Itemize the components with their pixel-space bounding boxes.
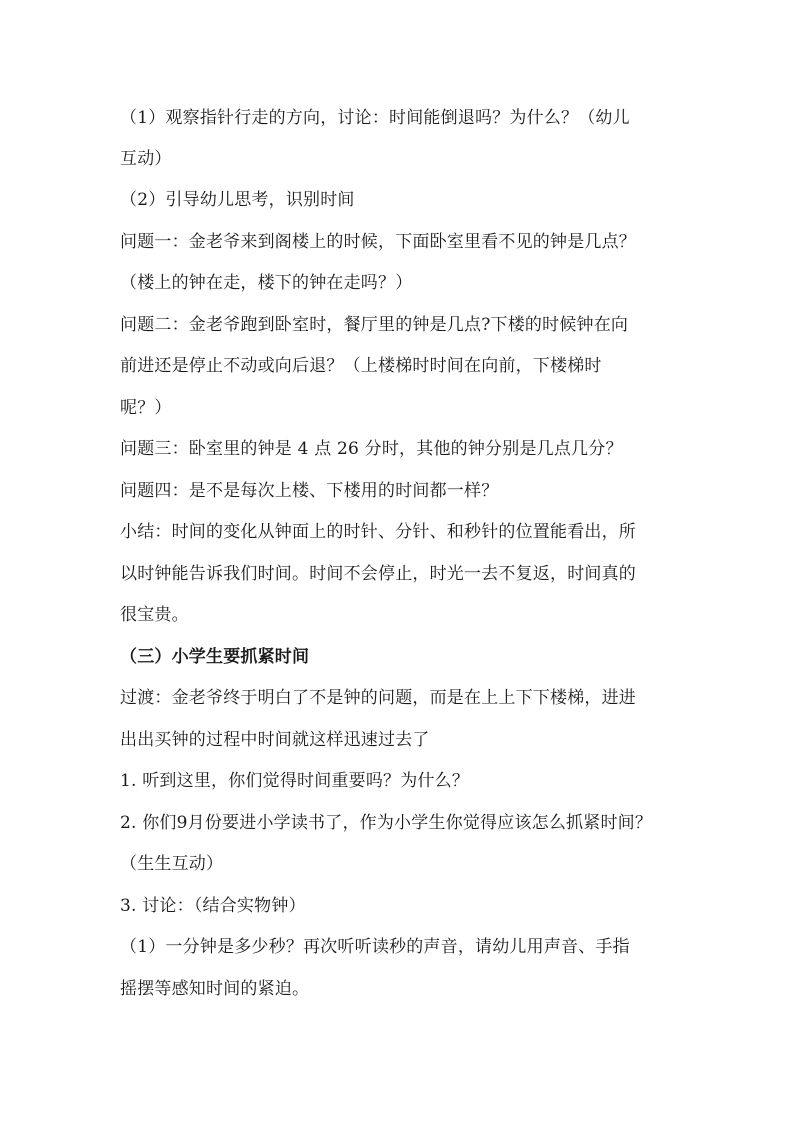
paragraph-line: （1）一分钟是多少秒？再次听听读秒的声音，请幼儿用声音、手指 [120,937,630,957]
paragraph-line: 互动） [120,149,172,169]
paragraph-line: （1）观察指针行走的方向，讨论：时间能倒退吗？为什么？（幼儿 [120,108,630,128]
paragraph-line: 很宝贵。 [120,605,189,625]
paragraph-line: 问题四：是不是每次上楼、下楼用的时间都一样？ [120,481,499,501]
paragraph-line: （生生互动） [120,854,224,874]
paragraph-line: 出出买钟的过程中时间就这样迅速过去了 [120,730,430,750]
list-item: 2. 你们9月份要进小学读书了，作为小学生你觉得应该怎么抓紧时间？ [120,813,653,833]
paragraph-line: 前进还是停止不动或向后退？（上楼梯时时间在向前，下楼梯时 [120,356,602,376]
paragraph-line: 小结：时间的变化从钟面上的时针、分针、和秒针的位置能看出，所 [120,522,636,542]
list-item: 1. 听到这里，你们觉得时间重要吗？为什么？ [120,771,470,791]
paragraph-line: 过渡：金老爷终于明白了不是钟的问题，而是在上上下下楼梯，进进 [120,688,636,708]
paragraph-line: 问题二：金老爷跑到卧室时，餐厅里的钟是几点?下楼的时候钟在向 [120,315,629,335]
paragraph-line: 以时钟能告诉我们时间。时间不会停止，时光一去不复返，时间真的 [120,564,636,584]
list-item: 3. 讨论：（结合实物钟） [120,896,306,916]
paragraph-line: 摇摆等感知时间的紧迫。 [120,979,310,999]
paragraph-line: （楼上的钟在走，楼下的钟在走吗？） [120,273,413,293]
paragraph-line: （2）引导幼儿思考，识别时间 [120,190,355,210]
paragraph-line: 问题一：金老爷来到阁楼上的时候，下面卧室里看不见的钟是几点？ [120,232,636,252]
paragraph-line: 呢？） [120,398,172,418]
paragraph-line: 问题三：卧室里的钟是 4 点 26 分时，其他的钟分别是几点几分？ [120,439,623,459]
section-heading: （三）小学生要抓紧时间 [120,647,310,667]
